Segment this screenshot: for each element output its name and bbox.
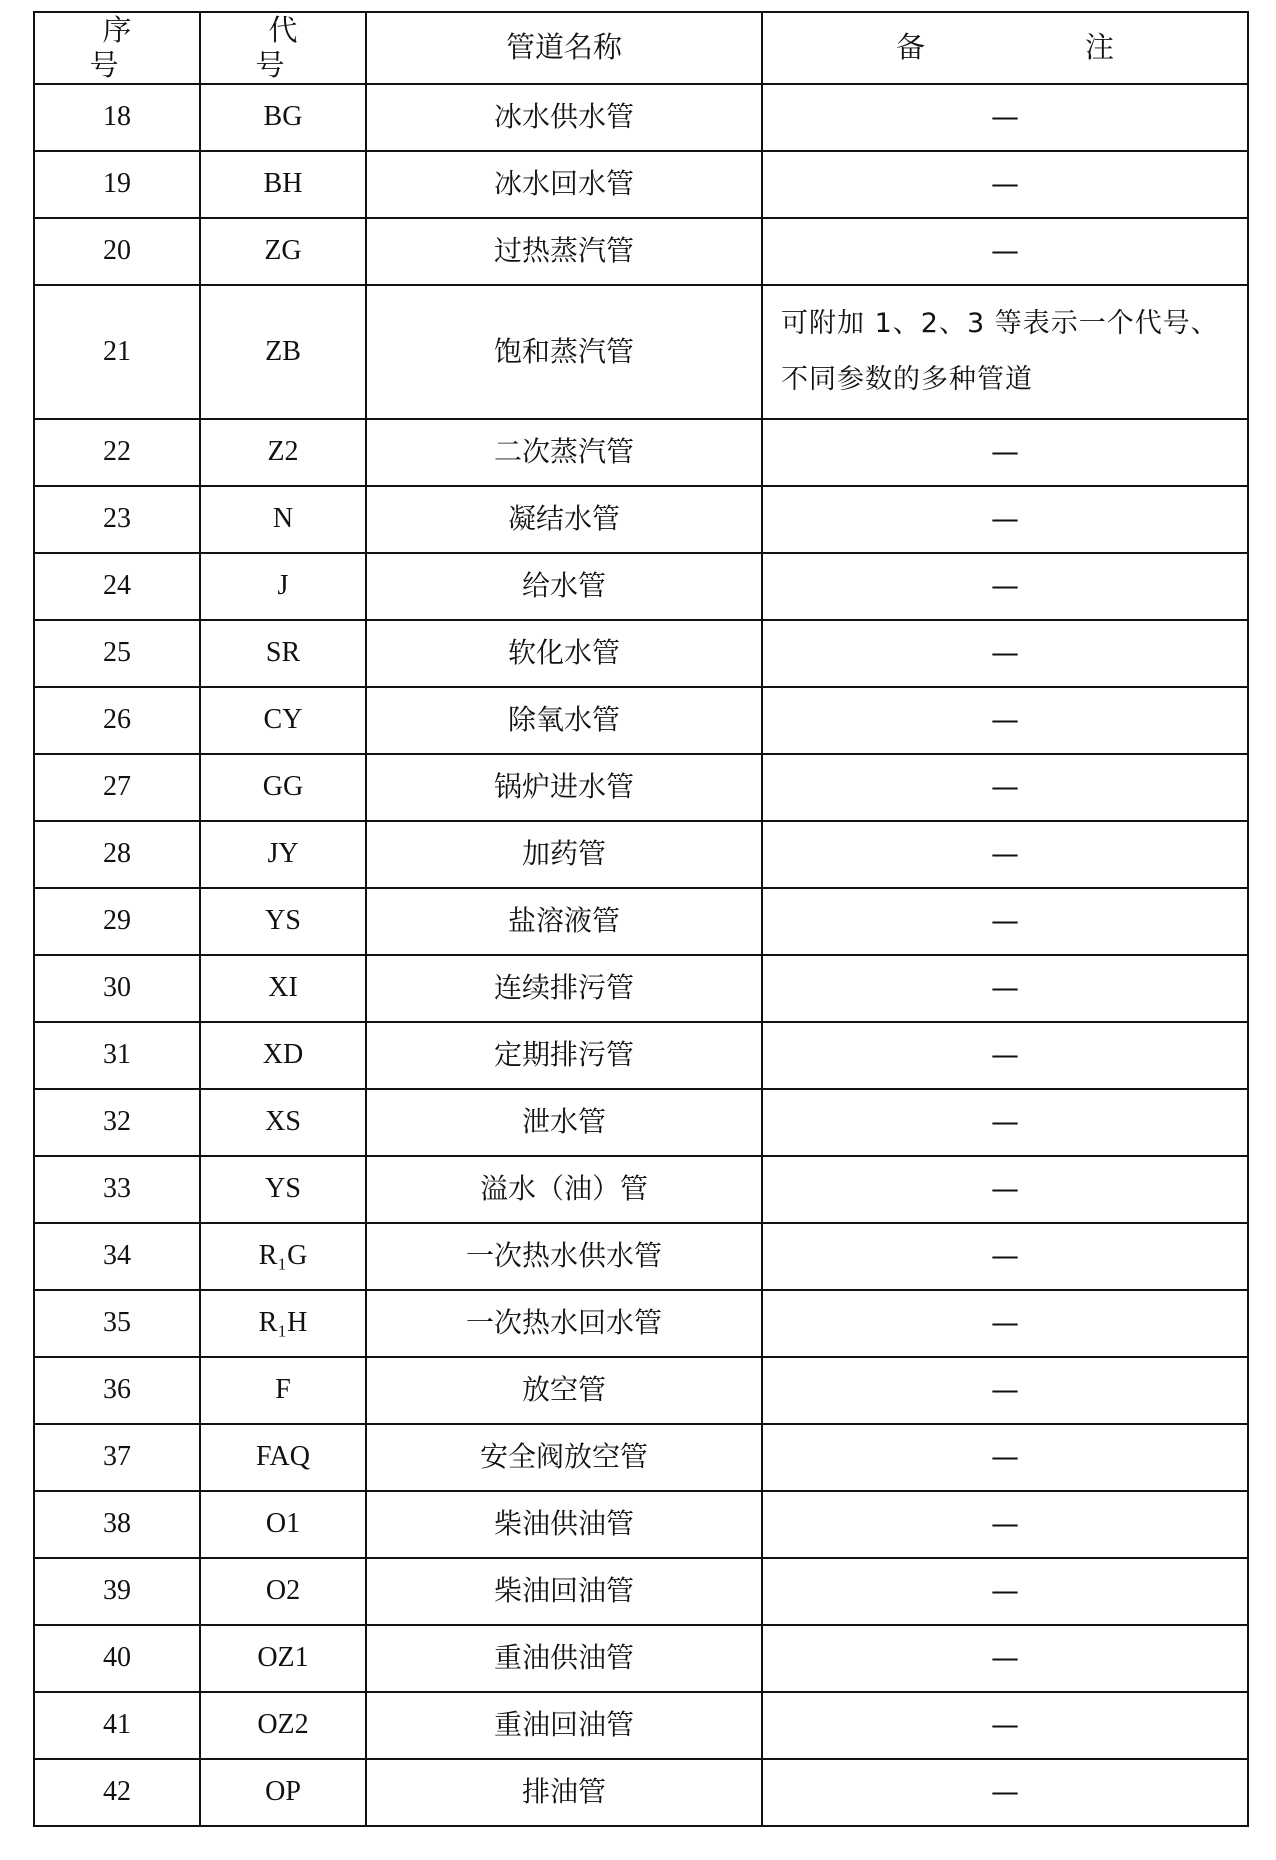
table-row: [34, 1759, 1248, 1826]
serial-number-cell: 34: [34, 1223, 200, 1290]
remarks-cell: —: [762, 84, 1248, 151]
serial-number-cell: 36: [34, 1357, 200, 1424]
table-row: [34, 1625, 1248, 1692]
pipe-name-cell: 连续排污管: [366, 955, 762, 1022]
code-cell: XI: [200, 955, 366, 1022]
table-row: [34, 1223, 1248, 1290]
pipe-code-table-sheet: [33, 11, 1247, 1827]
code-cell: R₁H: [200, 1290, 366, 1357]
serial-number-cell: 39: [34, 1558, 200, 1625]
pipe-name-cell: 除氧水管: [366, 687, 762, 754]
remarks-cell: —: [762, 1692, 1248, 1759]
remarks-cell: —: [762, 151, 1248, 218]
remarks-cell: —: [762, 620, 1248, 687]
code-cell: Z2: [200, 419, 366, 486]
table-row: [34, 151, 1248, 218]
code-cell: O1: [200, 1491, 366, 1558]
code-cell: XD: [200, 1022, 366, 1089]
pipe-name-cell: 软化水管: [366, 620, 762, 687]
pipe-name-cell: 盐溶液管: [366, 888, 762, 955]
pipe-name-cell: 重油回油管: [366, 1692, 762, 1759]
code-cell: N: [200, 486, 366, 553]
serial-number-cell: 31: [34, 1022, 200, 1089]
serial-number-cell: 27: [34, 754, 200, 821]
pipe-name-cell: 凝结水管: [366, 486, 762, 553]
code-cell: BG: [200, 84, 366, 151]
pipe-name-cell: 溢水（油）管: [366, 1156, 762, 1223]
pipe-name-cell: 冰水回水管: [366, 151, 762, 218]
code-cell: F: [200, 1357, 366, 1424]
pipe-name-cell: 加药管: [366, 821, 762, 888]
remarks-cell: —: [762, 888, 1248, 955]
pipe-name-cell: 放空管: [366, 1357, 762, 1424]
remarks-cell: —: [762, 1357, 1248, 1424]
remarks-cell: —: [762, 821, 1248, 888]
serial-number-cell: 26: [34, 687, 200, 754]
serial-number-cell: 32: [34, 1089, 200, 1156]
code-cell: YS: [200, 1156, 366, 1223]
table-row: [34, 1357, 1248, 1424]
table-row: [34, 754, 1248, 821]
pipe-name-cell: 泄水管: [366, 1089, 762, 1156]
remarks-cell: —: [762, 1022, 1248, 1089]
serial-number-cell: 28: [34, 821, 200, 888]
code-cell: OZ2: [200, 1692, 366, 1759]
code-cell: FAQ: [200, 1424, 366, 1491]
table-row: [34, 1290, 1248, 1357]
table-row: [34, 419, 1248, 486]
table-row: [34, 888, 1248, 955]
table-row: [34, 218, 1248, 285]
remarks-cell: —: [762, 754, 1248, 821]
remarks-cell: —: [762, 1290, 1248, 1357]
remarks-cell: —: [762, 1558, 1248, 1625]
remarks-cell: —: [762, 1089, 1248, 1156]
header-serial-number: 序 号: [34, 12, 200, 84]
remarks-cell: —: [762, 419, 1248, 486]
remarks-cell: 可附加 1、2、3 等表示一个代号、不同参数的多种管道: [762, 285, 1248, 419]
code-cell: OP: [200, 1759, 366, 1826]
code-cell: JY: [200, 821, 366, 888]
pipe-name-cell: 柴油回油管: [366, 1558, 762, 1625]
pipe-name-cell: 给水管: [366, 553, 762, 620]
header-row: [34, 12, 1248, 84]
serial-number-cell: 18: [34, 84, 200, 151]
table-row: [34, 1692, 1248, 1759]
remarks-cell: —: [762, 1424, 1248, 1491]
code-cell: ZG: [200, 218, 366, 285]
remarks-cell: —: [762, 218, 1248, 285]
serial-number-cell: 22: [34, 419, 200, 486]
code-cell: XS: [200, 1089, 366, 1156]
header-remarks: 备 注: [762, 12, 1248, 84]
code-cell: ZB: [200, 285, 366, 419]
serial-number-cell: 29: [34, 888, 200, 955]
code-cell: CY: [200, 687, 366, 754]
code-cell: J: [200, 553, 366, 620]
remarks-cell: —: [762, 553, 1248, 620]
header-code: 代 号: [200, 12, 366, 84]
serial-number-cell: 42: [34, 1759, 200, 1826]
serial-number-cell: 40: [34, 1625, 200, 1692]
table-row: [34, 955, 1248, 1022]
remarks-cell: —: [762, 1156, 1248, 1223]
serial-number-cell: 30: [34, 955, 200, 1022]
serial-number-cell: 33: [34, 1156, 200, 1223]
serial-number-cell: 25: [34, 620, 200, 687]
pipe-name-cell: 过热蒸汽管: [366, 218, 762, 285]
pipe-name-cell: 重油供油管: [366, 1625, 762, 1692]
remarks-cell: —: [762, 1759, 1248, 1826]
code-cell: OZ1: [200, 1625, 366, 1692]
serial-number-cell: 24: [34, 553, 200, 620]
remarks-cell: —: [762, 1491, 1248, 1558]
table-row: [34, 620, 1248, 687]
table-row: [34, 1022, 1248, 1089]
table-row: [34, 84, 1248, 151]
serial-number-cell: 41: [34, 1692, 200, 1759]
code-cell: YS: [200, 888, 366, 955]
table-row: [34, 285, 1248, 419]
serial-number-cell: 35: [34, 1290, 200, 1357]
code-cell: SR: [200, 620, 366, 687]
pipe-name-cell: 安全阀放空管: [366, 1424, 762, 1491]
table-row: [34, 1424, 1248, 1491]
table-row: [34, 1558, 1248, 1625]
table-row: [34, 1089, 1248, 1156]
serial-number-cell: 23: [34, 486, 200, 553]
pipe-name-cell: 一次热水供水管: [366, 1223, 762, 1290]
code-cell: R₁G: [200, 1223, 366, 1290]
table-row: [34, 486, 1248, 553]
pipe-name-cell: 定期排污管: [366, 1022, 762, 1089]
pipe-name-cell: 锅炉进水管: [366, 754, 762, 821]
pipe-name-cell: 排油管: [366, 1759, 762, 1826]
table-row: [34, 687, 1248, 754]
remarks-cell: —: [762, 687, 1248, 754]
pipe-name-cell: 二次蒸汽管: [366, 419, 762, 486]
code-cell: GG: [200, 754, 366, 821]
table-row: [34, 553, 1248, 620]
code-cell: BH: [200, 151, 366, 218]
pipe-name-cell: 饱和蒸汽管: [366, 285, 762, 419]
table-row: [34, 1491, 1248, 1558]
pipe-name-cell: 一次热水回水管: [366, 1290, 762, 1357]
table-row: [34, 1156, 1248, 1223]
remarks-cell: —: [762, 1223, 1248, 1290]
table-row: [34, 821, 1248, 888]
serial-number-cell: 38: [34, 1491, 200, 1558]
remarks-cell: —: [762, 955, 1248, 1022]
table-body: [34, 84, 1248, 1826]
pipe-name-cell: 冰水供水管: [366, 84, 762, 151]
serial-number-cell: 20: [34, 218, 200, 285]
serial-number-cell: 37: [34, 1424, 200, 1491]
header-pipe-name: 管道名称: [366, 12, 762, 84]
serial-number-cell: 19: [34, 151, 200, 218]
pipe-name-cell: 柴油供油管: [366, 1491, 762, 1558]
remarks-cell: —: [762, 1625, 1248, 1692]
code-cell: O2: [200, 1558, 366, 1625]
pipe-code-table: [33, 11, 1249, 1827]
remarks-cell: —: [762, 486, 1248, 553]
serial-number-cell: 21: [34, 285, 200, 419]
